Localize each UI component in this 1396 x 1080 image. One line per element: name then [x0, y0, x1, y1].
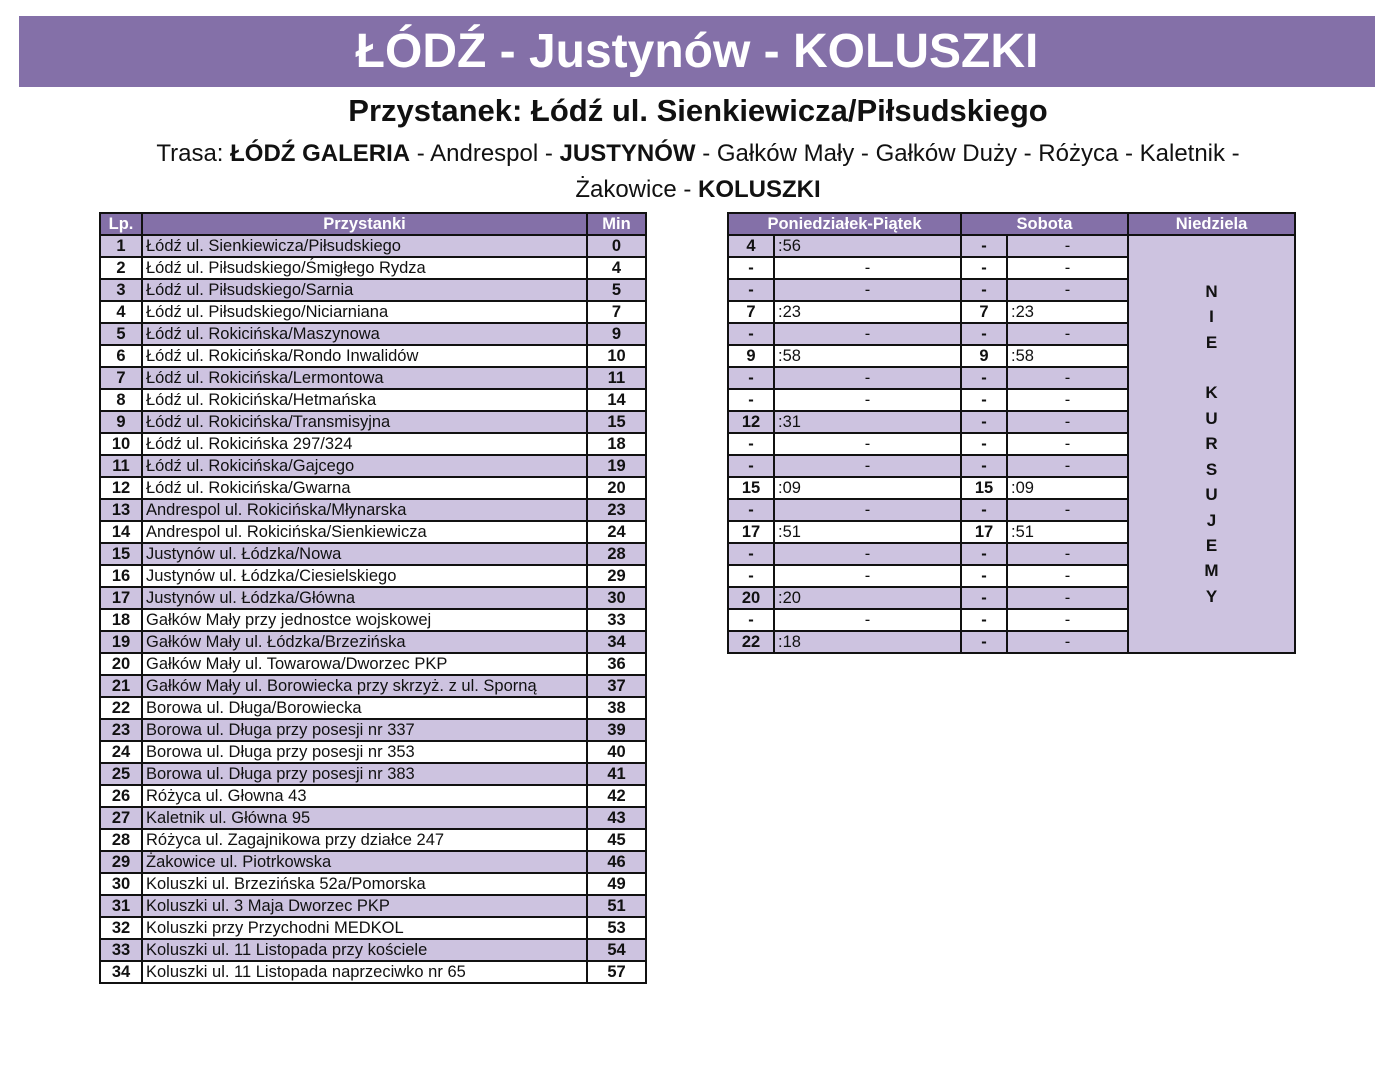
- stop-number: 5: [100, 323, 142, 345]
- table-row: [100, 829, 646, 851]
- route-part: ŁÓDŹ GALERIA: [230, 140, 411, 167]
- weekday-minutes: -: [774, 565, 961, 587]
- stop-name: Łódź ul. Piłsudskiego/Sarnia: [142, 279, 587, 301]
- weekday-minutes: -: [774, 609, 961, 631]
- weekday-minutes: :31: [774, 411, 961, 433]
- saturday-minutes: -: [1007, 565, 1128, 587]
- table-row: [100, 235, 646, 257]
- stop-name: Łódź ul. Rokicińska/Gwarna: [142, 477, 587, 499]
- weekday-minutes: :58: [774, 345, 961, 367]
- stop-minutes: 53: [587, 917, 646, 939]
- stop-minutes: 0: [587, 235, 646, 257]
- route-part: - Andrespol -: [410, 140, 560, 167]
- stop-minutes: 11: [587, 367, 646, 389]
- weekday-hour: -: [728, 609, 774, 631]
- stop-name: Łódź ul. Rokicińska/Rondo Inwalidów: [142, 345, 587, 367]
- table-row: [100, 719, 646, 741]
- saturday-hour: -: [961, 499, 1007, 521]
- stop-number: 31: [100, 895, 142, 917]
- table-row: [100, 873, 646, 895]
- stop-minutes: 23: [587, 499, 646, 521]
- table-row: [100, 609, 646, 631]
- weekday-minutes: :20: [774, 587, 961, 609]
- saturday-minutes: -: [1007, 257, 1128, 279]
- stops-table: [99, 212, 647, 984]
- weekday-hour: 12: [728, 411, 774, 433]
- saturday-minutes: :09: [1007, 477, 1128, 499]
- stop-minutes: 37: [587, 675, 646, 697]
- stop-minutes: 39: [587, 719, 646, 741]
- stop-name: Koluszki ul. 11 Listopada przy kościele: [142, 939, 587, 961]
- saturday-minutes: -: [1007, 609, 1128, 631]
- weekday-hour: -: [728, 433, 774, 455]
- stop-name: Justynów ul. Łódzka/Ciesielskiego: [142, 565, 587, 587]
- table-row: [100, 411, 646, 433]
- weekday-hour: -: [728, 279, 774, 301]
- stop-name: Łódź ul. Piłsudskiego/Niciarniana: [142, 301, 587, 323]
- stop-number: 24: [100, 741, 142, 763]
- stop-number: 26: [100, 785, 142, 807]
- saturday-minutes: -: [1007, 235, 1128, 257]
- saturday-minutes: -: [1007, 455, 1128, 477]
- stop-minutes: 57: [587, 961, 646, 983]
- weekday-hour: -: [728, 257, 774, 279]
- stop-name: Andrespol ul. Rokicińska/Sienkiewicza: [142, 521, 587, 543]
- stop-minutes: 30: [587, 587, 646, 609]
- saturday-minutes: :51: [1007, 521, 1128, 543]
- stop-name: Borowa ul. Długa przy posesji nr 383: [142, 763, 587, 785]
- table-row: [100, 279, 646, 301]
- stop-number: 11: [100, 455, 142, 477]
- weekday-minutes: -: [774, 499, 961, 521]
- stop-minutes: 42: [587, 785, 646, 807]
- table-row: [728, 235, 1295, 257]
- stop-minutes: 38: [587, 697, 646, 719]
- saturday-hour: -: [961, 257, 1007, 279]
- saturday-hour: 15: [961, 477, 1007, 499]
- weekday-hour: -: [728, 543, 774, 565]
- stop-number: 19: [100, 631, 142, 653]
- saturday-hour: -: [961, 455, 1007, 477]
- route-description: [120, 136, 1276, 208]
- table-row: [100, 499, 646, 521]
- stop-minutes: 36: [587, 653, 646, 675]
- table-row: [100, 785, 646, 807]
- saturday-minutes: -: [1007, 433, 1128, 455]
- saturday-minutes: -: [1007, 279, 1128, 301]
- stop-minutes: 24: [587, 521, 646, 543]
- saturday-hour: -: [961, 631, 1007, 653]
- stop-minutes: 51: [587, 895, 646, 917]
- stop-number: 12: [100, 477, 142, 499]
- stop-name: Koluszki przy Przychodni MEDKOL: [142, 917, 587, 939]
- stop-number: 29: [100, 851, 142, 873]
- table-row: [100, 697, 646, 719]
- saturday-hour: -: [961, 433, 1007, 455]
- table-row: [100, 807, 646, 829]
- saturday-hour: -: [961, 279, 1007, 301]
- table-row: [100, 939, 646, 961]
- stop-minutes: 4: [587, 257, 646, 279]
- sunday-no-service-text: N I E K U R S U J E M Y: [1204, 281, 1219, 606]
- stop-number: 34: [100, 961, 142, 983]
- stop-minutes: 29: [587, 565, 646, 587]
- saturday-minutes: -: [1007, 543, 1128, 565]
- stop-number: 27: [100, 807, 142, 829]
- stop-minutes: 7: [587, 301, 646, 323]
- table-row: [100, 675, 646, 697]
- weekday-minutes: :56: [774, 235, 961, 257]
- stop-name: Justynów ul. Łódzka/Nowa: [142, 543, 587, 565]
- stop-name: Justynów ul. Łódzka/Główna: [142, 587, 587, 609]
- saturday-minutes: -: [1007, 587, 1128, 609]
- stop-number: 1: [100, 235, 142, 257]
- stop-name: Borowa ul. Długa przy posesji nr 337: [142, 719, 587, 741]
- table-row: [100, 477, 646, 499]
- stop-name: Łódź ul. Rokicińska 297/324: [142, 433, 587, 455]
- weekday-minutes: -: [774, 433, 961, 455]
- stop-number: 4: [100, 301, 142, 323]
- table-row: [100, 367, 646, 389]
- table-row: [100, 763, 646, 785]
- table-row: [100, 323, 646, 345]
- stop-number: 22: [100, 697, 142, 719]
- weekday-minutes: -: [774, 323, 961, 345]
- departures-header-row: [728, 213, 1295, 235]
- saturday-minutes: :58: [1007, 345, 1128, 367]
- sunday-no-service: [1128, 235, 1295, 653]
- stop-name: Gałków Mały ul. Towarowa/Dworzec PKP: [142, 653, 587, 675]
- stop-name: Borowa ul. Długa przy posesji nr 353: [142, 741, 587, 763]
- stop-minutes: 28: [587, 543, 646, 565]
- stop-minutes: 18: [587, 433, 646, 455]
- table-row: [100, 301, 646, 323]
- stop-number: 14: [100, 521, 142, 543]
- table-row: [100, 961, 646, 983]
- stop-name: Kaletnik ul. Główna 95: [142, 807, 587, 829]
- weekday-hour: 22: [728, 631, 774, 653]
- saturday-hour: 17: [961, 521, 1007, 543]
- stop-name: Andrespol ul. Rokicińska/Młynarska: [142, 499, 587, 521]
- weekday-minutes: :23: [774, 301, 961, 323]
- stop-name: Borowa ul. Długa/Borowiecka: [142, 697, 587, 719]
- stop-name: Łódź ul. Rokicińska/Gajcego: [142, 455, 587, 477]
- stop-number: 23: [100, 719, 142, 741]
- stop-minutes: 20: [587, 477, 646, 499]
- stop-name: Różyca ul. Zagajnikowa przy działce 247: [142, 829, 587, 851]
- weekday-minutes: -: [774, 455, 961, 477]
- weekday-hour: 9: [728, 345, 774, 367]
- stop-number: 28: [100, 829, 142, 851]
- stop-name: Łódź ul. Rokicińska/Transmisyjna: [142, 411, 587, 433]
- weekday-hour: 15: [728, 477, 774, 499]
- stop-title: Przystanek: Łódź ul. Sienkiewicza/Piłsudskiego: [348, 93, 1048, 128]
- header-saturday: Sobota: [961, 213, 1128, 235]
- weekday-minutes: -: [774, 279, 961, 301]
- stop-name: Gałków Mały ul. Łódzka/Brzezińska: [142, 631, 587, 653]
- route-banner: ŁÓDŹ - Justynów - KOLUSZKI: [19, 16, 1375, 87]
- table-row: [100, 257, 646, 279]
- stop-number: 33: [100, 939, 142, 961]
- saturday-minutes: -: [1007, 367, 1128, 389]
- weekday-minutes: -: [774, 257, 961, 279]
- weekday-minutes: :51: [774, 521, 961, 543]
- saturday-minutes: -: [1007, 323, 1128, 345]
- table-row: [100, 587, 646, 609]
- weekday-minutes: -: [774, 389, 961, 411]
- stop-number: 7: [100, 367, 142, 389]
- stop-minutes: 14: [587, 389, 646, 411]
- stop-number: 8: [100, 389, 142, 411]
- table-row: [100, 895, 646, 917]
- stop-number: 17: [100, 587, 142, 609]
- stop-minutes: 19: [587, 455, 646, 477]
- table-row: [100, 455, 646, 477]
- weekday-hour: 17: [728, 521, 774, 543]
- table-row: [100, 543, 646, 565]
- stop-name: Gałków Mały przy jednostce wojskowej: [142, 609, 587, 631]
- route-prefix: Trasa:: [156, 140, 231, 167]
- stop-number: 32: [100, 917, 142, 939]
- stop-number: 2: [100, 257, 142, 279]
- table-row: [100, 521, 646, 543]
- stop-minutes: 46: [587, 851, 646, 873]
- saturday-minutes: -: [1007, 499, 1128, 521]
- stop-minutes: 41: [587, 763, 646, 785]
- saturday-hour: -: [961, 323, 1007, 345]
- stop-number: 18: [100, 609, 142, 631]
- saturday-hour: 9: [961, 345, 1007, 367]
- stop-number: 15: [100, 543, 142, 565]
- table-row: [100, 433, 646, 455]
- stop-number: 13: [100, 499, 142, 521]
- stop-minutes: 33: [587, 609, 646, 631]
- table-row: [100, 345, 646, 367]
- stop-minutes: 49: [587, 873, 646, 895]
- table-row: [100, 851, 646, 873]
- stop-number: 6: [100, 345, 142, 367]
- stops-header-row: [100, 213, 646, 235]
- stop-minutes: 54: [587, 939, 646, 961]
- stop-name: Koluszki ul. 3 Maja Dworzec PKP: [142, 895, 587, 917]
- header-weekday: Poniedziałek-Piątek: [728, 213, 961, 235]
- weekday-minutes: :09: [774, 477, 961, 499]
- saturday-minutes: -: [1007, 389, 1128, 411]
- stop-name: Koluszki ul. Brzezińska 52a/Pomorska: [142, 873, 587, 895]
- route-part: - Gałków Mały - Gałków Duży - Różyca - Kaletnik - Żakowice -: [575, 140, 1240, 203]
- table-row: [100, 389, 646, 411]
- saturday-hour: -: [961, 543, 1007, 565]
- weekday-hour: 20: [728, 587, 774, 609]
- saturday-minutes: :23: [1007, 301, 1128, 323]
- table-row: [100, 565, 646, 587]
- stop-minutes: 5: [587, 279, 646, 301]
- weekday-minutes: -: [774, 367, 961, 389]
- table-row: [100, 653, 646, 675]
- weekday-hour: -: [728, 565, 774, 587]
- stop-name: Żakowice ul. Piotrkowska: [142, 851, 587, 873]
- saturday-hour: -: [961, 609, 1007, 631]
- saturday-hour: -: [961, 367, 1007, 389]
- stop-number: 20: [100, 653, 142, 675]
- header-min: Min: [587, 213, 646, 235]
- header-lp: Lp.: [100, 213, 142, 235]
- saturday-hour: -: [961, 565, 1007, 587]
- stop-number: 21: [100, 675, 142, 697]
- weekday-hour: -: [728, 455, 774, 477]
- saturday-minutes: -: [1007, 631, 1128, 653]
- saturday-minutes: -: [1007, 411, 1128, 433]
- stop-name: Łódź ul. Rokicińska/Hetmańska: [142, 389, 587, 411]
- stop-minutes: 45: [587, 829, 646, 851]
- stop-minutes: 43: [587, 807, 646, 829]
- weekday-hour: -: [728, 323, 774, 345]
- stop-number: 10: [100, 433, 142, 455]
- stop-number: 25: [100, 763, 142, 785]
- header-sunday: Niedziela: [1128, 213, 1295, 235]
- weekday-minutes: :18: [774, 631, 961, 653]
- stop-name: Gałków Mały ul. Borowiecka przy skrzyż. z ul. Sporną: [142, 675, 587, 697]
- route-part: JUSTYNÓW: [559, 140, 696, 167]
- stop-name: Różyca ul. Głowna 43: [142, 785, 587, 807]
- stop-minutes: 15: [587, 411, 646, 433]
- weekday-hour: 7: [728, 301, 774, 323]
- stop-name: Łódź ul. Piłsudskiego/Śmigłego Rydza: [142, 257, 587, 279]
- saturday-hour: -: [961, 235, 1007, 257]
- stop-name: Łódź ul. Sienkiewicza/Piłsudskiego: [142, 235, 587, 257]
- table-row: [100, 631, 646, 653]
- stop-number: 3: [100, 279, 142, 301]
- departures-table: [727, 212, 1296, 654]
- saturday-hour: 7: [961, 301, 1007, 323]
- stop-name: Koluszki ul. 11 Listopada naprzeciwko nr 65: [142, 961, 587, 983]
- table-row: [100, 741, 646, 763]
- stop-name: Łódź ul. Rokicińska/Lermontowa: [142, 367, 587, 389]
- stop-minutes: 9: [587, 323, 646, 345]
- weekday-hour: 4: [728, 235, 774, 257]
- weekday-minutes: -: [774, 543, 961, 565]
- stop-minutes: 40: [587, 741, 646, 763]
- saturday-hour: -: [961, 587, 1007, 609]
- stop-name: Łódź ul. Rokicińska/Maszynowa: [142, 323, 587, 345]
- stop-minutes: 34: [587, 631, 646, 653]
- table-row: [100, 917, 646, 939]
- stop-number: 16: [100, 565, 142, 587]
- saturday-hour: -: [961, 389, 1007, 411]
- stop-number: 9: [100, 411, 142, 433]
- weekday-hour: -: [728, 367, 774, 389]
- route-part: KOLUSZKI: [698, 176, 821, 203]
- header-stops: Przystanki: [142, 213, 587, 235]
- weekday-hour: -: [728, 499, 774, 521]
- saturday-hour: -: [961, 411, 1007, 433]
- stop-minutes: 10: [587, 345, 646, 367]
- weekday-hour: -: [728, 389, 774, 411]
- stop-number: 30: [100, 873, 142, 895]
